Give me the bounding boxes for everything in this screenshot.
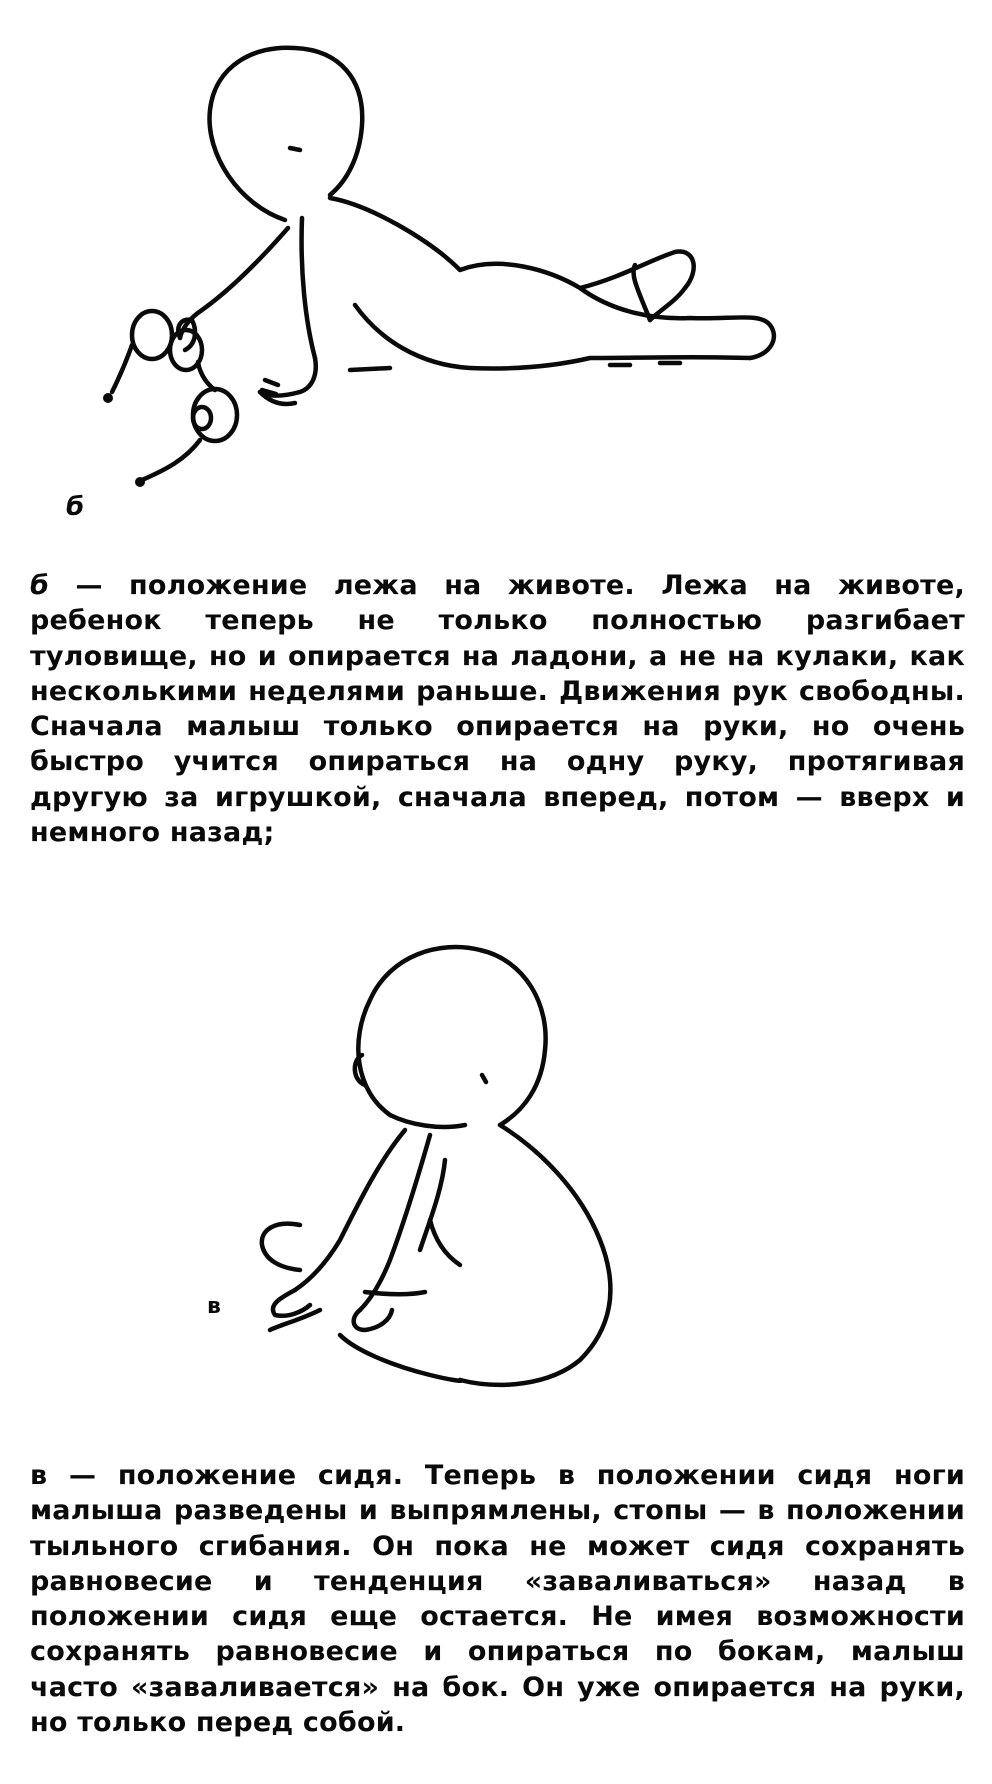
caption-v-lead: в xyxy=(30,1460,48,1491)
reaching-arm xyxy=(180,228,288,338)
baby-sitting-drawing xyxy=(180,920,740,1420)
leg-right xyxy=(340,1335,461,1381)
hand-right xyxy=(354,1310,392,1330)
toy-bead-3 xyxy=(193,389,237,441)
eye-mark xyxy=(290,148,300,150)
toy-bead-1 xyxy=(132,311,172,359)
arm-inner xyxy=(420,1160,445,1250)
caption-b-text: — положение лежа на животе. Лежа на животе, ребенок теперь не только полностью разгибает туловище, но и опирается на ладони, а не на кулаки, как несколькими неделями раньше. Движения рук свободны. Сначала малыш только опирается на руки, но очень быстро учится опираться на одну руку, протягивая другую за игрушкой, сначала вперед, потом — вверх и немного назад; xyxy=(30,570,965,849)
chin xyxy=(390,1115,465,1127)
caption-v-text: — положение сидя. Теперь в положении сидя ноги малыша разведены и выпрямлены, стопы — в положении тыльного сгибания. Он пока не может сидя сохранять равновесие и тенденция «заваливаться» назад в положении сидя еще остается. Не имея возможности сохранять равновесие и опираться по бокам, малыш часто «заваливается» на бок. Он уже опирается на руки, но только перед собой. xyxy=(30,1460,965,1739)
caption-b-lead: б xyxy=(30,570,50,601)
toy-bead-inner xyxy=(193,407,211,429)
head-outline xyxy=(358,947,545,1125)
support-fingers xyxy=(262,380,278,394)
chest-line xyxy=(302,218,315,358)
baby-prone-drawing xyxy=(90,20,910,540)
floor-dash xyxy=(350,368,390,370)
toy-string-3 xyxy=(142,440,200,480)
illustration-baby-prone xyxy=(90,20,910,540)
toy-string-2 xyxy=(198,362,215,390)
hand-left xyxy=(273,1290,310,1316)
leg-left-top xyxy=(262,1224,300,1270)
head-outline xyxy=(210,48,363,220)
back-outline xyxy=(330,198,580,288)
caption-v xyxy=(30,1458,965,1740)
belly-line xyxy=(355,305,750,368)
back-outline xyxy=(460,1125,610,1385)
arm-left xyxy=(360,1135,430,1310)
foot-line xyxy=(365,1292,425,1294)
figure-label-v: в xyxy=(207,1294,221,1319)
illustration-baby-sitting xyxy=(180,920,740,1420)
belly-fold xyxy=(430,1220,460,1265)
caption-b xyxy=(30,568,965,850)
eye-mark xyxy=(482,1075,486,1082)
toy-string-1 xyxy=(112,345,132,392)
figure-label-b: б xyxy=(66,492,85,522)
